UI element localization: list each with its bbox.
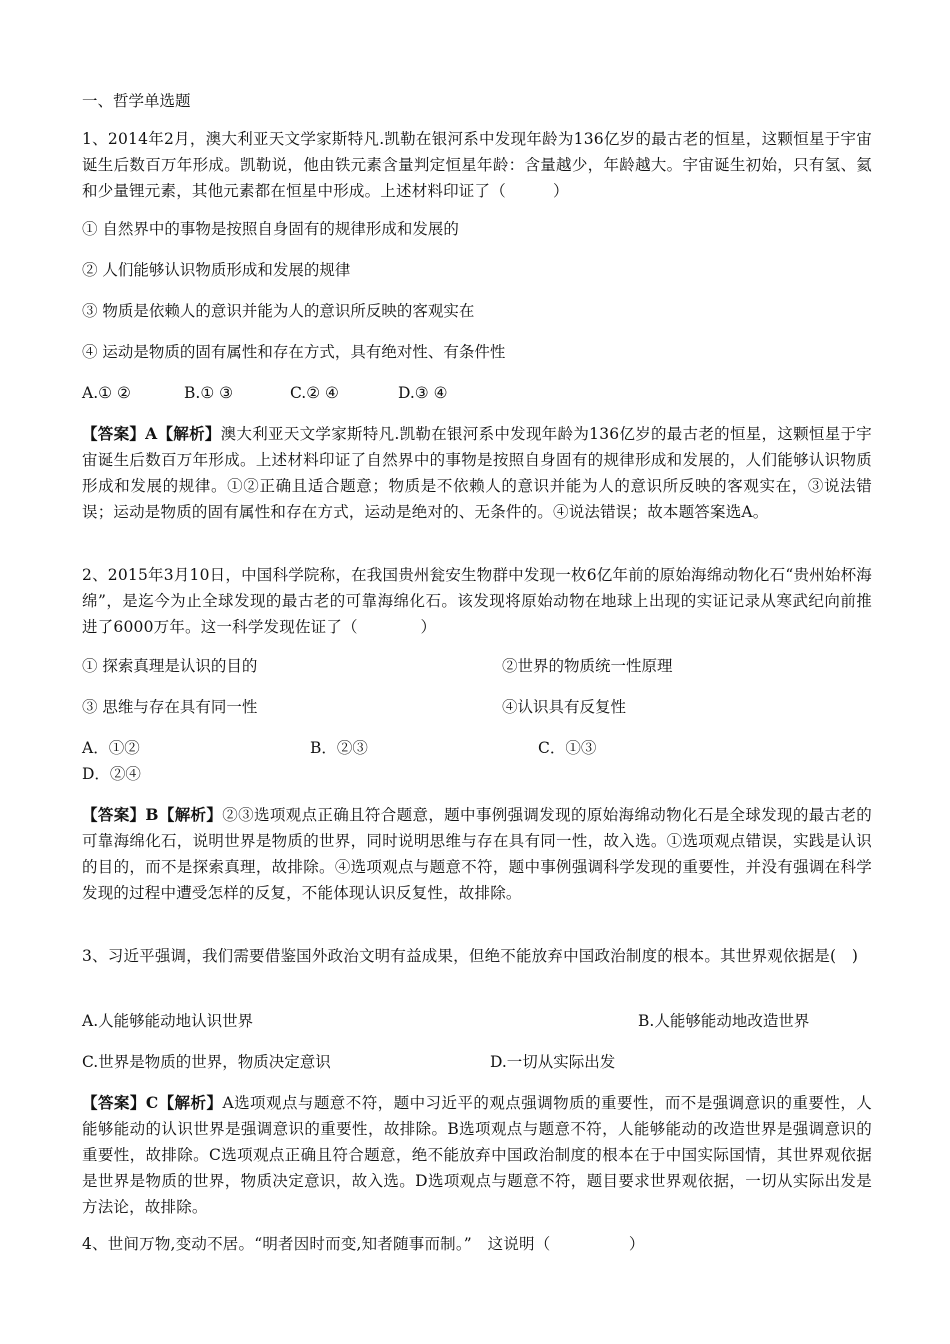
answer-text: ②③选项观点正确且符合题意，题中事例强调发现的原始海绵动物化石是全球发现的最古老的可靠海绵化石，说明世界是物质的世界，同时说明思维与存在具有同一性，故入选。①选项观点错误，实践是认识的目的，而不是探索真理，故排除。④选项观点与题意不符，题中事例强调科学发现的重要性，并没有强调在科学发现的过程中遭受怎样的反复，不能体现认识反复性，故排除。 (82, 806, 873, 902)
question-3-choice-d: D.一切从实际出发 (490, 1053, 616, 1071)
question-1-choice-b: B.① ③ (184, 384, 234, 402)
question-2-choice-d: D．②④ (82, 765, 141, 783)
question-2-stem: 2、2015年3月10日，中国科学院称，在我国贵州瓮安生物群中发现一枚6亿年前的原始海绵动物化石“贵州始杯海绵”，是迄今为止全球发现的最古老的可靠海绵化石。该发现将原始动物在地球上出现的实证记录从寒武纪向前推进了6000万年。这一科学发现佐证了（ ） (82, 566, 872, 636)
question-2-answer (82, 802, 872, 906)
question-2-item-2: ②世界的物质统一性原理 (502, 657, 673, 675)
question-2-choice-c: C．①③ (538, 739, 597, 757)
question-1-item-3: ③ 物质是依赖人的意识并能为人的意识所反映的客观实在 (82, 302, 475, 320)
answer-tag: 【答案】B【解析】 (82, 805, 223, 824)
question-1-choice-a: A.① ② (82, 384, 131, 402)
question-3-stem: 3、习近平强调，我们需要借鉴国外政治文明有益成果，但绝不能放弃中国政治制度的根本。其世界观依据是( ) (82, 947, 859, 965)
question-4-stem: 4、世间万物,变动不居。“明者因时而变,知者随事而制。” 这说明（ ） (82, 1235, 645, 1253)
question-1-answer (82, 421, 872, 525)
question-1-item-1: ① 自然界中的事物是按照自身固有的规律形成和发展的 (82, 220, 459, 238)
question-1-stem: 1、2014年2月，澳大利亚天文学家斯特凡.凯勒在银河系中发现年龄为136亿岁的最古老的恒星，这颗恒星于宇宙诞生后数百万年形成。凯勒说，他由铁元素含量判定恒星年龄：含量越少，年龄越大。宇宙诞生初始，只有氢、氦和少量锂元素，其他元素都在恒星中形成。上述材料印证了（ ） (82, 130, 872, 200)
answer-text: 澳大利亚天文学家斯特凡.凯勒在银河系中发现年龄为136亿岁的最古老的恒星，这颗恒星于宇宙诞生后数百万年形成。上述材料印证了自然界中的事物是按照自身固有的规律形成和发展的，人们能够认识物质形成和发展的规律。①②正确且适合题意；物质是不依赖人的意识并能为人的意识所反映的客观实在，③说法错误；运动是物质的固有属性和存在方式，运动是绝对的、无条件的。④说法错误；故本题答案选A。 (82, 425, 872, 521)
question-1-item-4: ④ 运动是物质的固有属性和存在方式，具有绝对性、有条件性 (82, 343, 506, 361)
answer-tag: 【答案】A【解析】 (82, 424, 221, 443)
question-2-choice-a: A．①② (82, 739, 140, 757)
answer-tag: 【答案】C【解析】 (82, 1093, 223, 1112)
question-2-item-1: ① 探索真理是认识的目的 (82, 657, 258, 675)
question-2-item-4: ④认识具有反复性 (502, 698, 627, 716)
question-3-choice-a: A.人能够能动地认识世界 (82, 1012, 254, 1030)
question-3-choice-c: C.世界是物质的世界，物质决定意识 (82, 1053, 331, 1071)
question-1-choice-c: C.② ④ (290, 384, 339, 402)
question-2-choice-b: B．②③ (310, 739, 368, 757)
question-1-choice-d: D.③ ④ (398, 384, 448, 402)
question-3-answer (82, 1090, 872, 1220)
question-2-item-3: ③ 思维与存在具有同一性 (82, 698, 258, 716)
section-title: 一、哲学单选题 (82, 92, 191, 110)
answer-text: A选项观点与题意不符，题中习近平的观点强调物质的重要性，而不是强调意识的重要性，人能够能动的认识世界是强调意识的重要性，故排除。B选项观点与题意不符，人能够能动的改造世界是强调意识的重要性，故排除。C选项观点正确且符合题意，绝不能放弃中国政治制度的根本在于中国实际国情，其世界观依据是世界是物质的世界，物质决定意识，故入选。D选项观点与题意不符，题目要求世界观依据，一切从实际出发是方法论，故排除。 (82, 1094, 872, 1216)
question-3-choice-b: B.人能够能动地改造世界 (638, 1012, 810, 1030)
question-1-item-2: ② 人们能够认识物质形成和发展的规律 (82, 261, 351, 279)
